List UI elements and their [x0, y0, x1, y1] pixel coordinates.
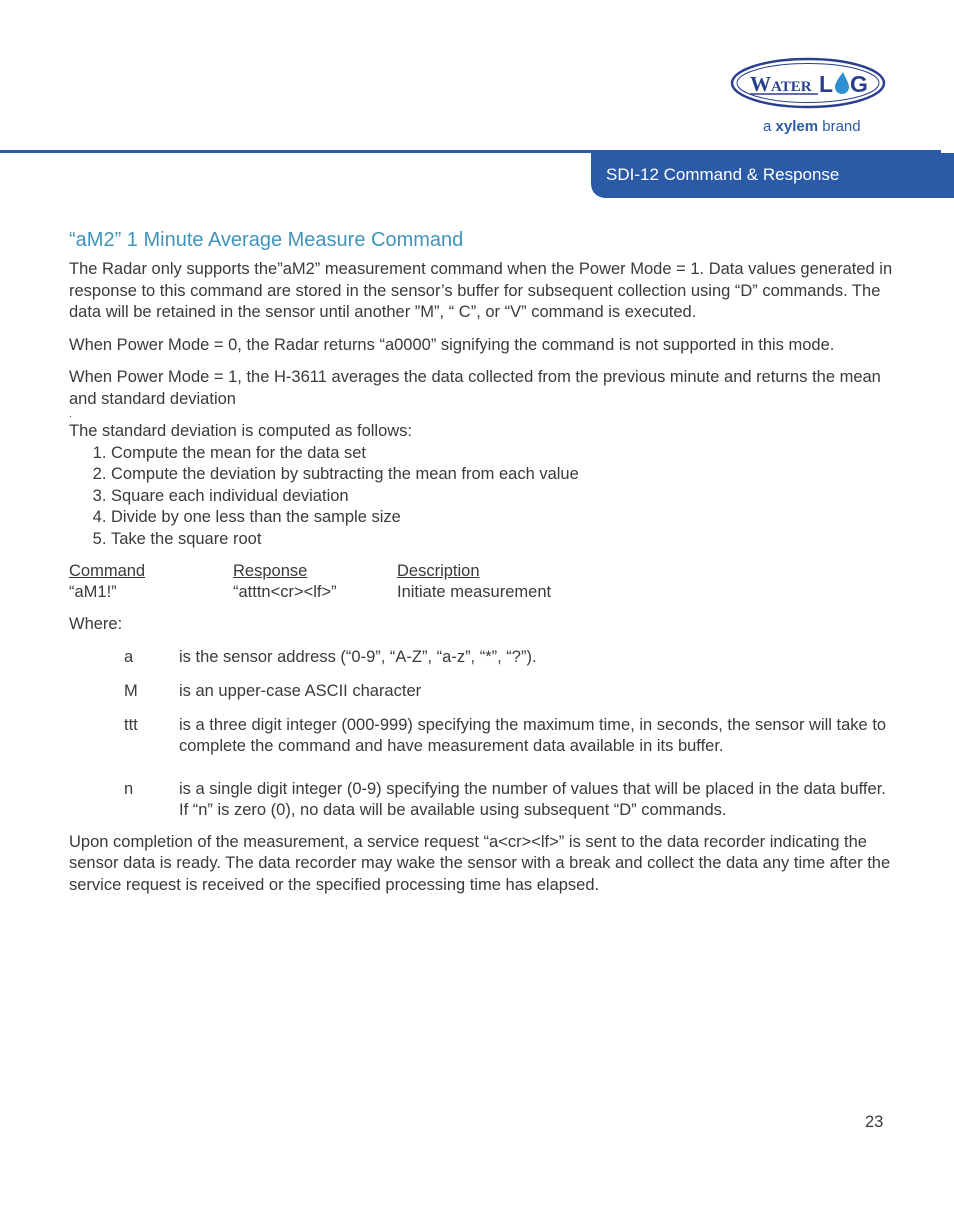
section-heading: “aM2” 1 Minute Average Measure Command [69, 229, 464, 251]
command-table [69, 561, 894, 603]
page-content [69, 226, 894, 896]
where-text: is the sensor address (“0-9”, “A-Z”, “a-z”, “*”, “?”). [179, 647, 537, 666]
where-key: M [124, 681, 138, 700]
where-text: is an upper-case ASCII character [179, 681, 422, 700]
where-text: is a three digit integer (000-999) specifying the maximum time, in seconds, the sensor will take to complete the command and have measurement data available in its buffer. [179, 715, 887, 755]
step-item: 1. Compute the mean for the data set [111, 443, 894, 465]
description-cell: Initiate measurement [397, 583, 552, 601]
closing-paragraph: Upon completion of the measurement, a service request “a<cr><lf>” is sent to the data recorder indicating the sensor data is ready. The data recorder may wake the sensor with a break and collect the data any time after the service request is received or the specified processing time has elapsed. [69, 832, 891, 894]
intro-paragraph: The Radar only supports the”aM2” measurement command when the Power Mode = 1. Data values generated in response to this command are stored in the sensor’s buffer for subsequent collection using “D” commands. The data will be retained in the sensor until another ”M”, “ C”, or “V” command is executed. [69, 260, 893, 321]
xylem-wordmark: xylem [775, 118, 819, 135]
brand-suffix: brand [822, 118, 861, 135]
where-item-n [69, 779, 894, 821]
std-dev-intro: The standard deviation is computed as follows: [69, 422, 413, 440]
step-item: 2. Compute the deviation by subtracting the mean from each value [111, 464, 894, 486]
std-dev-steps [69, 443, 894, 551]
where-key: n [124, 779, 134, 798]
step-item: 5. Take the square root [111, 529, 894, 551]
where-key: ttt [124, 715, 138, 734]
where-label: Where: [69, 615, 123, 633]
stray-dot: . [69, 409, 72, 420]
response-cell: “atttn<cr><lf>” [233, 583, 337, 601]
power-mode-0-paragraph: When Power Mode = 0, the Radar returns “a0000” signifying the command is not supported in this mode. [69, 335, 835, 354]
where-item-a [69, 647, 894, 668]
command-cell: “aM1!” [69, 583, 117, 601]
svg-text:ATER: ATER [771, 79, 812, 95]
svg-text:L: L [819, 71, 834, 97]
where-key: a [124, 647, 134, 666]
waterlog-logo [730, 57, 886, 109]
power-mode-1-paragraph: When Power Mode = 1, the H-3611 averages the data collected from the previous minute and returns the mean and standard deviation [69, 368, 881, 408]
where-item-ttt [69, 715, 894, 757]
command-header: Command [69, 562, 146, 580]
svg-text:G: G [850, 71, 868, 97]
step-item: 4. Divide by one less than the sample size [111, 507, 894, 529]
page-number: 23 [865, 1113, 884, 1131]
where-item-m [69, 681, 894, 702]
brand-prefix: a [763, 118, 772, 135]
svg-text:W: W [750, 72, 771, 96]
where-text: is a single digit integer (0-9) specifying the number of values that will be placed in the data buffer. If “n” is zero (0), no data will be available using subsequent “D” commands. [179, 779, 886, 819]
waterlog-logo-graphic [730, 57, 886, 109]
xylem-brand-line [763, 118, 861, 135]
response-header: Response [233, 562, 308, 580]
step-item: 3. Square each individual deviation [111, 486, 894, 508]
description-header: Description [397, 562, 480, 580]
section-tab: SDI-12 Command & Response [591, 153, 954, 198]
